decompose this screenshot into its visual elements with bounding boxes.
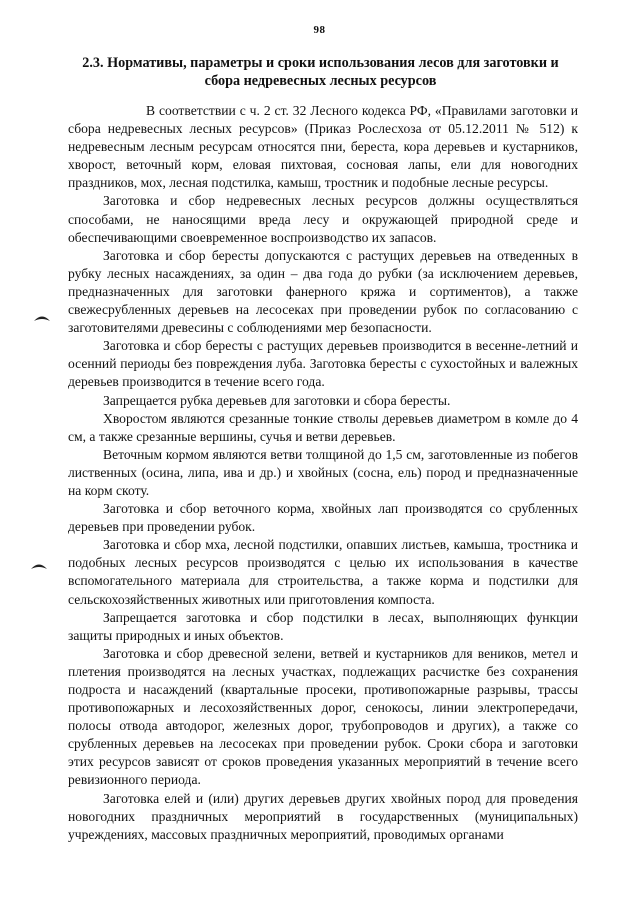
paragraph: Заготовка и сбор веточного корма, хвойных лап производятся со срубленных деревьев при проведении рубок. <box>68 501 578 535</box>
paragraph: Запрещается рубка деревьев для заготовки и сбора бересты. <box>103 392 451 408</box>
paragraph: Заготовка и сбор древесной зелени, ветвей и кустарников для веников, метел и плетения производятся на лесных участках, подлежащих расчистке без сохранения подроста и насаждений (квартальные просеки, противопожарные разрывы, трассы противопожарных и лесохозяйственных дорог, сенокосы, линии электропередачи, полосы отвода автодорог, железных дорог, трубопроводов и других), а также со срубленных деревьев на лесосеках при проведении рубок. Сроки сбора и заготовки этих ресурсов зависят от сроков проведения указанных мероприятий в течение всего ревизионного периода. <box>68 645 578 788</box>
hole-punch-mark-icon <box>30 561 48 571</box>
section-heading: 2.3. Нормативы, параметры и сроки использования лесов для заготовки и сбора недревесных лесных ресурсов <box>82 55 559 89</box>
body-text <box>68 102 578 844</box>
paragraph: Заготовка и сбор бересты допускаются с растущих деревьев на отведенных в рубку лесных насаждениях, за один – два года до рубки (за исключением деревьев, предназначенных для заготовки фанерного кряжа и сортиментов), а также свежесрубленных деревьев на лесосеках при проведении рубок по согласованию с заготовителями древесины с соблюдениями мер безопасности. <box>68 247 578 336</box>
paragraph-intro: В соответствии с ч. 2 ст. 32 Лесного кодекса РФ, «Правилами заготовки и сбора недревесных лесных ресурсов» (Приказ Рослесхоза от 05.12.2011 № 512) к недревесным лесным ресурсам относятся пни, береста, кора деревьев и кустарников, хворост, веточный корм, еловая пихтовая, сосновая лапы, ели для новогодних праздников, мох, лесная подстилка, камыш, тростник и подобные лесные ресурсы. <box>68 103 578 191</box>
paragraph: Хворостом являются срезанные тонкие стволы деревьев диаметром в комле до 4 см, а также срезанные вершины, сучья и ветви деревьев. <box>68 410 578 444</box>
paragraph: Заготовка елей и (или) других деревьев других хвойных пород для проведения новогодних праздничных мероприятий в государственных (муниципальных) учреждениях, массовых праздничных мероприятий, проводимых органами <box>68 790 578 842</box>
paragraph: Заготовка и сбор недревесных лесных ресурсов должны осуществляться способами, не наносящими вреда лесу и окружающей природной среде и обеспечивающими своевременное воспроизводство их запасов. <box>68 193 578 245</box>
paragraph: Веточным кормом являются ветви толщиной до 1,5 см, заготовленные из побегов лиственных (осина, липа, ива и др.) и хвойных (сосна, ель) пород и предназначенные на корм скоту. <box>68 446 578 498</box>
hole-punch-mark-icon <box>33 313 51 323</box>
paragraph: Запрещается заготовка и сбор подстилки в лесах, выполняющих функции защиты природных и иных объектов. <box>68 609 578 643</box>
page-number: 98 <box>313 24 326 36</box>
paragraph: Заготовка и сбор бересты с растущих деревьев производится в весенне-летний и осенний периоды без повреждения луба. Заготовка бересты с сухостойных и валежных деревьев производится в течение всего года. <box>68 338 578 390</box>
paragraph: Заготовка и сбор мха, лесной подстилки, опавших листьев, камыша, тростника и подобных лесных ресурсов производятся с целью их использования в качестве вспомогательного материала для строительства, а также корма и подстилки для сельскохозяйственных животных или приготовления компоста. <box>68 537 578 607</box>
